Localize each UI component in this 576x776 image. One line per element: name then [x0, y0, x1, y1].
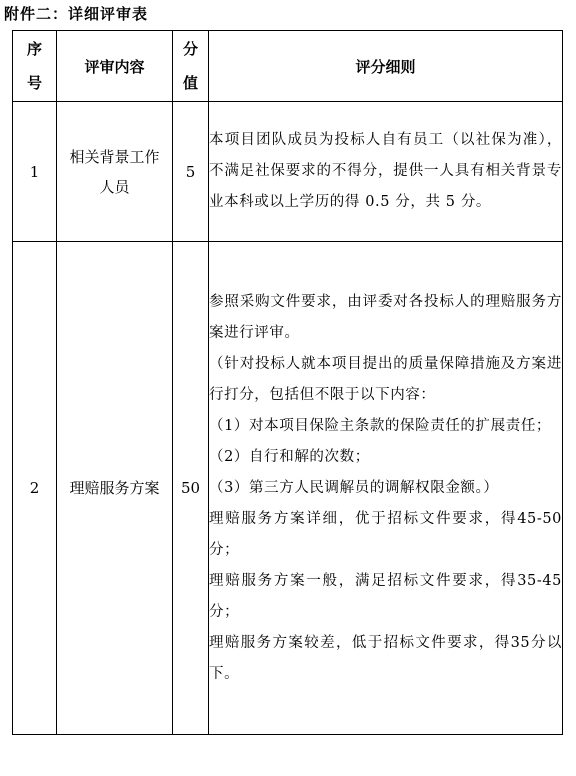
row-2-rule-1: 参照采购文件要求，由评委对各投标人的理赔服务方案进行评审。	[209, 293, 562, 341]
review-table	[12, 30, 563, 735]
row-1-content-line-1: 相关背景工作	[69, 147, 160, 166]
row-2-rule-6: 理赔服务方案详细，优于招标文件要求，得45-50分；	[209, 510, 562, 558]
row-2-content: 理赔服务方案	[57, 242, 173, 735]
row-2-rule-7: 理赔服务方案一般，满足招标文件要求，得35-45分；	[209, 572, 562, 620]
row-1-score: 5	[173, 102, 209, 242]
header-seq-line-1: 序	[26, 40, 42, 58]
row-2-rule-8: 理赔服务方案较差，低于招标文件要求，得35分以下。	[209, 634, 562, 682]
row-1-rule-text: 本项目团队成员为投标人自有员工（以社保为准），不满足社保要求的不得分，提供一人具有相关背景专业本科或以上学历的得 0.5 分，共 5 分。	[209, 132, 562, 210]
row-1-content	[57, 102, 173, 242]
table-header-row	[13, 31, 563, 102]
table-row	[13, 102, 563, 242]
header-score	[173, 31, 209, 102]
header-content: 评审内容	[57, 31, 173, 102]
row-2-rule-3: （1）对本项目保险主条款的保险责任的扩展责任；	[209, 417, 552, 434]
row-2-rule-5: （3）第三方人民调解员的调解权限金额。）	[209, 479, 499, 496]
row-2-score: 50	[173, 242, 209, 735]
row-2-rule-2: （针对投标人就本项目提出的质量保障措施及方案进行打分，包括但不限于以下内容：	[209, 355, 562, 403]
row-1-content-line-2: 人员	[99, 177, 130, 196]
row-2-rules	[209, 242, 563, 735]
row-1-seq: 1	[13, 102, 57, 242]
header-score-line-1: 分	[182, 40, 198, 58]
row-2-rule-4: （2）自行和解的次数；	[209, 448, 370, 465]
row-1-rules	[209, 102, 563, 242]
table-row	[13, 242, 563, 735]
header-seq-line-2: 号	[26, 74, 42, 92]
document-title: 附件二：详细评审表	[4, 5, 149, 23]
header-rules: 评分细则	[209, 31, 563, 102]
header-score-line-2: 值	[182, 74, 198, 92]
row-2-seq: 2	[13, 242, 57, 735]
header-seq	[13, 31, 57, 102]
